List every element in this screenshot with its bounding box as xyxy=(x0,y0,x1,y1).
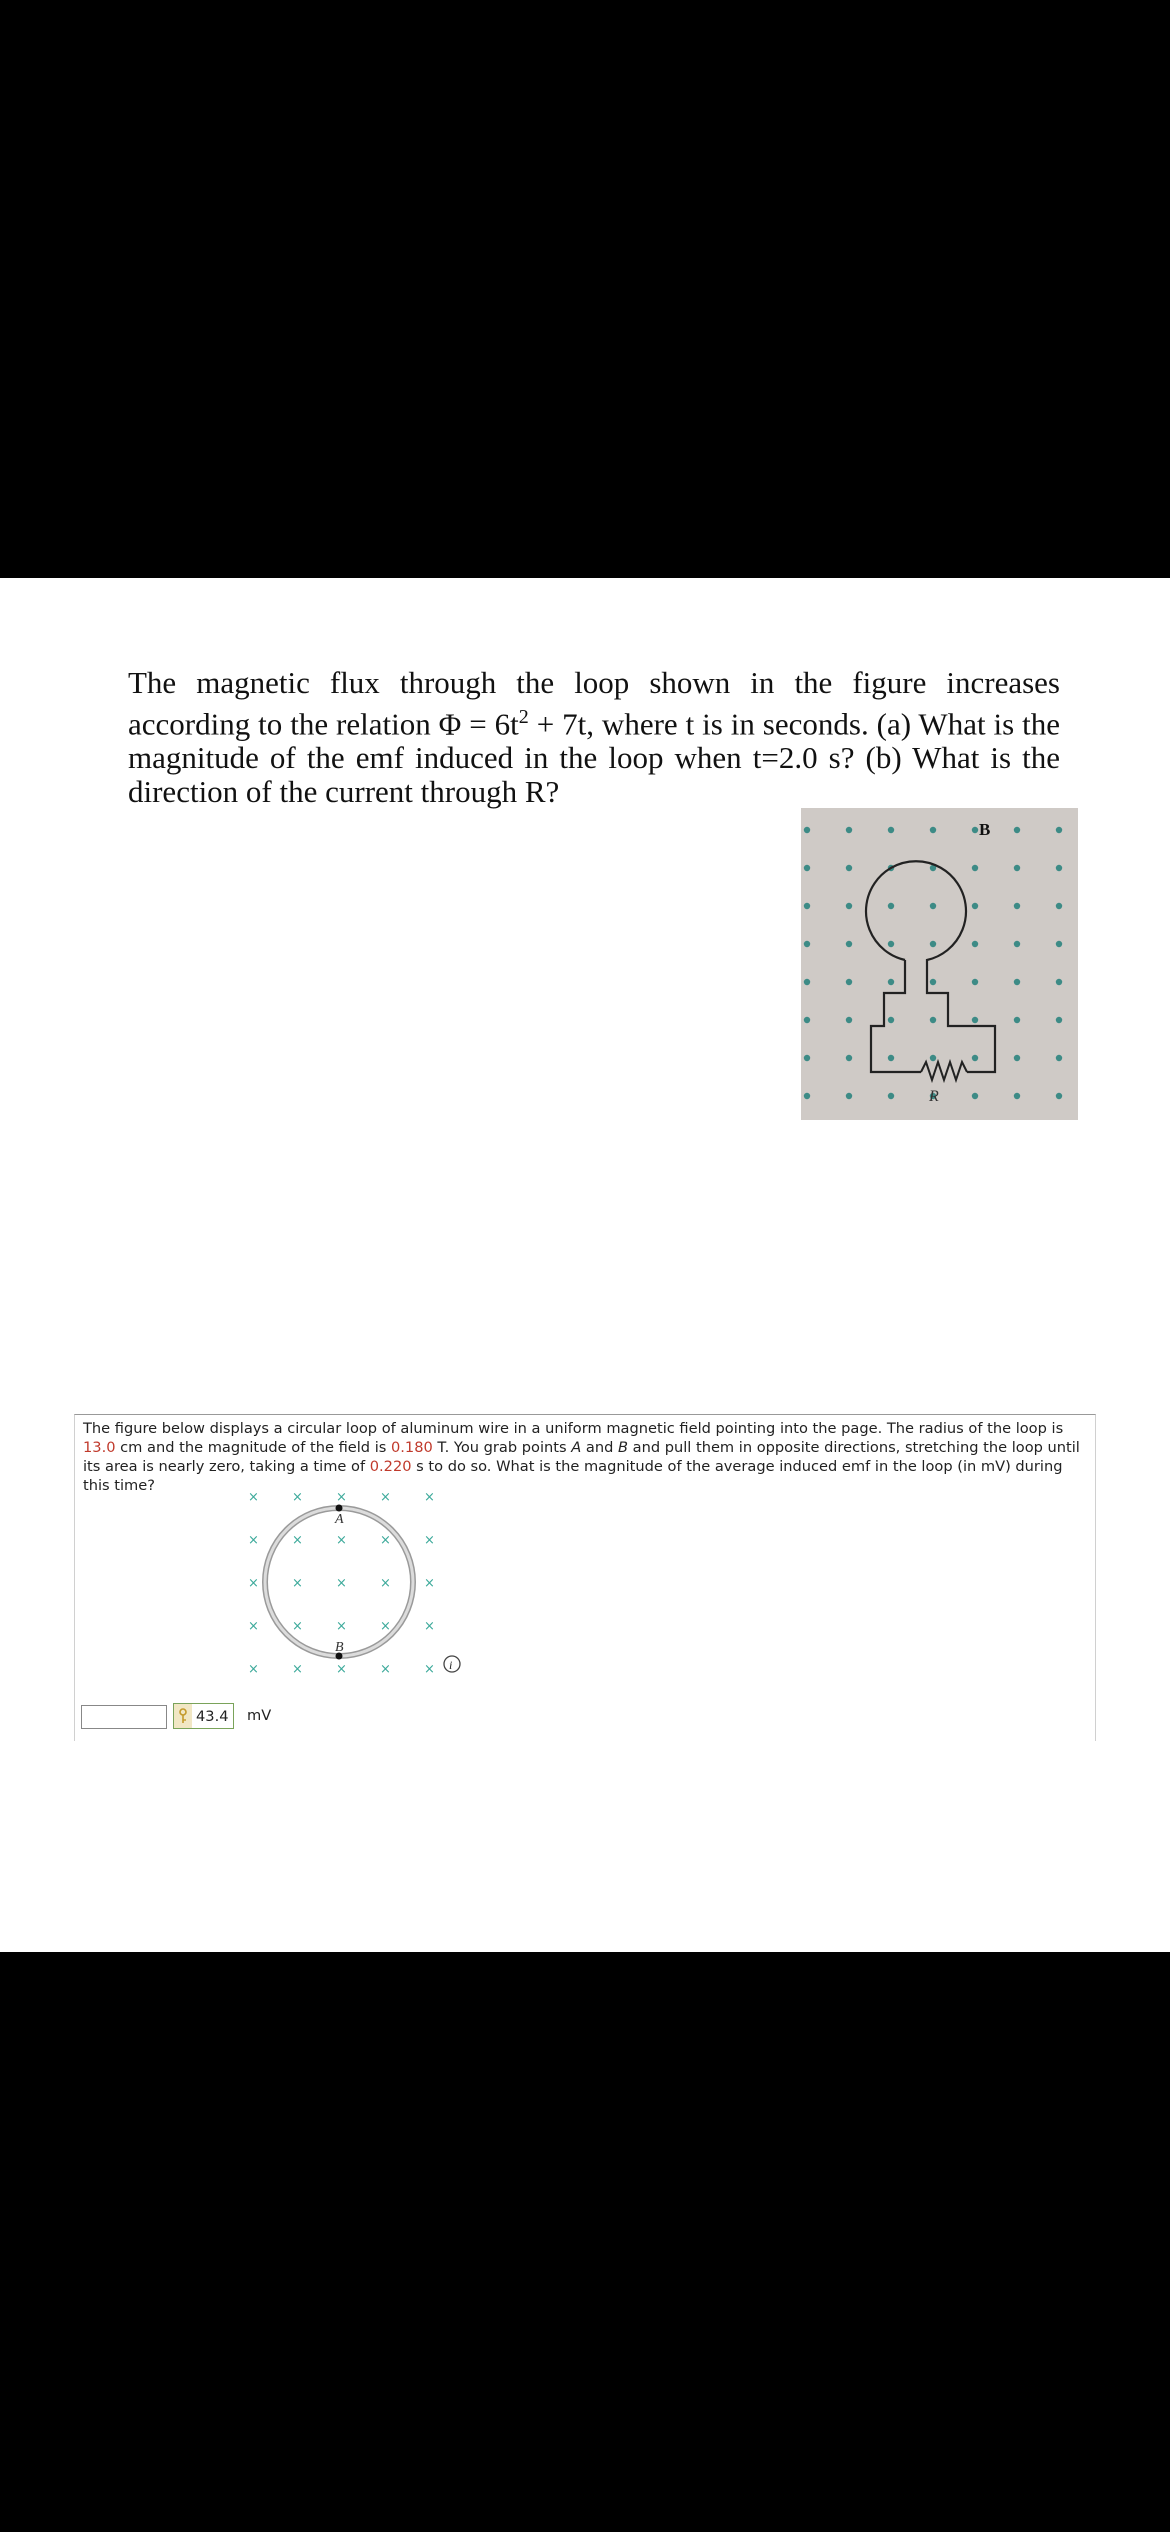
field-dot xyxy=(972,903,978,909)
field-cross: × xyxy=(292,1533,303,1548)
field-dot xyxy=(1056,941,1062,947)
field-cross: × xyxy=(380,1619,391,1634)
field-cross: × xyxy=(336,1619,347,1634)
field-dot xyxy=(804,827,810,833)
field-dot xyxy=(1014,903,1020,909)
answer-feedback-box xyxy=(173,1703,234,1729)
field-dot xyxy=(804,865,810,871)
field-dot xyxy=(1056,1055,1062,1061)
info-icon-glyph: i xyxy=(449,1658,453,1672)
field-dot xyxy=(930,827,936,833)
field-dot xyxy=(1014,979,1020,985)
point-a-ref: A xyxy=(571,1439,582,1456)
problem-1-text-part: The magnetic flux through the loop shown in the figure increases according to the relation Φ = 6t xyxy=(128,665,1060,742)
resistor-label-r: R xyxy=(929,1088,939,1105)
field-dot xyxy=(930,941,936,947)
field-dot xyxy=(1056,865,1062,871)
field-dot xyxy=(972,865,978,871)
answer-value: 43.4 xyxy=(196,1707,229,1725)
field-cross: × xyxy=(424,1490,435,1505)
field-cross: × xyxy=(292,1576,303,1591)
field-dot xyxy=(846,941,852,947)
aluminum-loop-figure xyxy=(155,1483,475,1693)
field-cross: × xyxy=(248,1662,259,1677)
field-dot xyxy=(972,941,978,947)
problem-2-text-part: and xyxy=(581,1439,618,1456)
field-dot xyxy=(930,1017,936,1023)
field-dot xyxy=(846,865,852,871)
field-dot xyxy=(804,1093,810,1099)
field-cross: × xyxy=(336,1490,347,1505)
field-dot xyxy=(846,1017,852,1023)
field-dot xyxy=(888,827,894,833)
field-cross: × xyxy=(292,1619,303,1634)
field-dot xyxy=(804,979,810,985)
field-dot xyxy=(972,827,978,833)
problem-2-text-part: and pull them in opposite directions, stretching the loop until its area is nearly zero, taking a time of xyxy=(83,1439,1080,1475)
field-dot xyxy=(972,1017,978,1023)
field-cross: × xyxy=(292,1490,303,1505)
field-dot xyxy=(846,1055,852,1061)
point-b-ref: B xyxy=(617,1439,628,1456)
field-dot xyxy=(1056,979,1062,985)
field-dot xyxy=(888,1093,894,1099)
field-dot xyxy=(846,827,852,833)
field-cross: × xyxy=(336,1662,347,1677)
answer-input[interactable] xyxy=(81,1705,167,1729)
problem-1-text-part: + 7t, where t is in seconds. (a) What is the magnitude of the emf induced in the loop when t=2.0 s? (b) What is the direction of the current through R? xyxy=(128,706,1060,810)
field-dot xyxy=(804,1017,810,1023)
field-cross: × xyxy=(424,1619,435,1634)
point-a-label: A xyxy=(335,1512,344,1527)
field-cross: × xyxy=(424,1576,435,1591)
field-cross: × xyxy=(336,1533,347,1548)
field-dots xyxy=(804,827,1062,1099)
problem-2-text-part: T. You grab points xyxy=(432,1439,572,1456)
field-dot xyxy=(972,1055,978,1061)
problem-2-panel xyxy=(74,1414,1096,1741)
field-value: 0.180 xyxy=(391,1439,433,1456)
field-dot xyxy=(1056,827,1062,833)
field-cross: × xyxy=(380,1533,391,1548)
field-cross: × xyxy=(292,1662,303,1677)
problem-2-text-part: The figure below displays a circular loop of aluminum wire in a uniform magnetic field pointing into the page. The radius of the loop is xyxy=(83,1420,1064,1437)
field-dot xyxy=(930,1055,936,1061)
field-cross: × xyxy=(336,1576,347,1591)
field-dot xyxy=(1056,903,1062,909)
field-dot xyxy=(888,903,894,909)
answer-unit: mV xyxy=(247,1707,272,1724)
field-dot xyxy=(1056,1017,1062,1023)
field-dot xyxy=(1014,1017,1020,1023)
field-dot xyxy=(972,1093,978,1099)
field-dot xyxy=(972,979,978,985)
resistor-zigzag xyxy=(921,1062,967,1080)
field-cross: × xyxy=(380,1662,391,1677)
field-dot xyxy=(1014,827,1020,833)
field-label-b: B xyxy=(979,820,991,839)
field-cross: × xyxy=(424,1533,435,1548)
field-dot xyxy=(846,1093,852,1099)
field-dot xyxy=(1014,1093,1020,1099)
field-dot xyxy=(846,979,852,985)
field-dot xyxy=(1014,865,1020,871)
field-dot xyxy=(846,903,852,909)
field-dot xyxy=(1014,941,1020,947)
field-cross: × xyxy=(380,1576,391,1591)
field-dot xyxy=(888,941,894,947)
point-b-label: B xyxy=(335,1640,344,1655)
field-cross: × xyxy=(424,1662,435,1677)
problem-1-text xyxy=(128,666,1060,809)
loop-resistor-figure xyxy=(801,808,1078,1120)
key-icon xyxy=(174,1704,192,1728)
field-cross: × xyxy=(248,1533,259,1548)
field-dot xyxy=(804,941,810,947)
time-value: 0.220 xyxy=(369,1458,412,1475)
field-dot xyxy=(888,1017,894,1023)
field-dot xyxy=(1014,1055,1020,1061)
problem-2-text-part: s to do so. What is the magnitude of the average induced emf in the loop (in mV) during this time? xyxy=(83,1458,1063,1494)
field-cross: × xyxy=(248,1490,259,1505)
radius-value: 13.0 xyxy=(83,1439,116,1456)
field-cross: × xyxy=(248,1619,259,1634)
field-dot xyxy=(804,903,810,909)
field-dot xyxy=(888,979,894,985)
problem-2-text-part: cm and the magnitude of the field is xyxy=(115,1439,391,1456)
field-dot xyxy=(804,1055,810,1061)
field-dot xyxy=(888,1055,894,1061)
field-dot xyxy=(930,979,936,985)
loop-wire xyxy=(866,861,995,1072)
field-cross: × xyxy=(248,1576,259,1591)
field-dot xyxy=(1056,1093,1062,1099)
field-cross: × xyxy=(380,1490,391,1505)
field-dot xyxy=(930,903,936,909)
point-a-dot xyxy=(336,1505,343,1512)
document-page xyxy=(0,578,1170,1952)
exponent: 2 xyxy=(518,706,529,728)
